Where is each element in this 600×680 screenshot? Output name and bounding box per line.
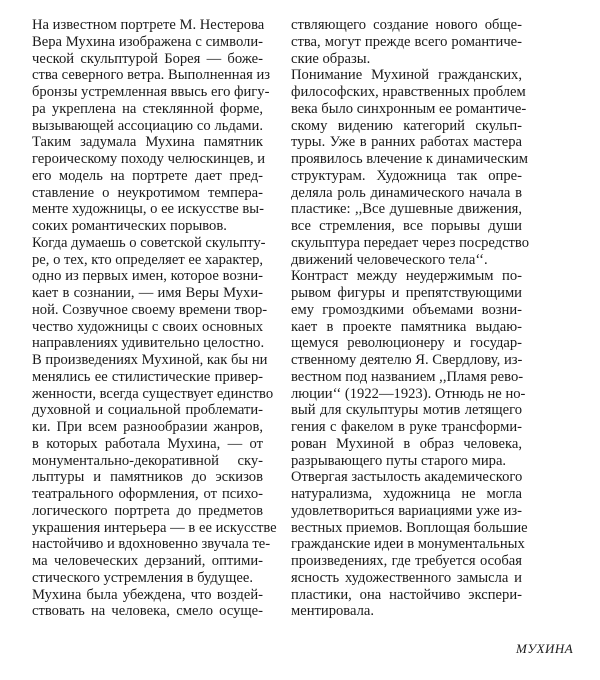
text-line: ства, могут прежде всего романтиче- (291, 33, 522, 50)
text-line: пластике: ,,Все душевные движения, (291, 201, 522, 218)
text-line: Мухина была убеждена, что воздей- (32, 586, 263, 603)
text-line: философских, нравственных проблем (291, 84, 526, 100)
text-line: героическому походу челюскинцев, и (32, 151, 266, 167)
text-line: ственному деятелю Я. Свердлову, из- (291, 352, 523, 368)
text-line: Контраст между неудержимым по- (291, 268, 522, 285)
text-line: ментировала. (291, 603, 375, 620)
text-line: украшения интерьера — в ее искусстве (32, 519, 277, 536)
text-line: все стремления, все порывы души (291, 218, 522, 234)
text-line: удовлетвориться вариациями уже из- (291, 502, 522, 519)
text-line: чество художницы с своих основных (32, 318, 263, 335)
text-line: духовной и социальной проблемати- (32, 402, 263, 419)
text-line: менялись ее стилистические привер- (32, 368, 263, 385)
text-line: вестных приемов. Воплощая большие (291, 519, 528, 536)
text-line: его модель на портрете дает пред- (32, 167, 263, 184)
text-line: менте художницы, о ее искусстве вы- (32, 201, 264, 218)
text-line: туры. Уже в ранних работах мастера (291, 134, 522, 151)
running-title: МУХИНА (516, 641, 574, 656)
text-line: в которых работала Мухина, — от (32, 435, 263, 452)
text-line: вызывающей ассоциацию со льдами. (32, 117, 263, 134)
text-line: рован Мухиной в образ человека, (291, 435, 522, 452)
text-line: монументально-декоративной ску- (32, 452, 263, 469)
text-line: ясность художественного замысла и (291, 569, 522, 586)
text-line: ре, о тех, кто определяет ее характер, (32, 251, 264, 268)
text-line: натурализма, художница не могла (291, 486, 522, 502)
text-line: движений человеческого тела‘‘. (291, 251, 488, 268)
text-line: пластики, она настойчиво экспери- (291, 586, 522, 603)
text-line: структурам. Художница так опре- (291, 167, 522, 184)
text-line: разрывающего путы старого мира. (291, 452, 507, 469)
text-line: ему громоздкими объемами возни- (291, 301, 522, 318)
text-line: Таким задумала Мухина памятник (32, 134, 263, 151)
text-line: века было синхронным ее романтиче- (291, 100, 527, 117)
text-line: вый для скульптуры мотив летящего (291, 402, 522, 419)
text-line: произведениях, где требуется особая (291, 553, 522, 569)
text-line: женности, всегда существует единство (32, 385, 274, 402)
text-line: Отвергая застылость академического (291, 469, 523, 486)
text-line: направлениях удивительно целостно. (32, 335, 265, 352)
text-line: Когда думаешь о советской скульпту- (32, 234, 266, 251)
text-line: вестном под названием ,,Пламя рево- (291, 368, 524, 385)
text-line: логического портрета до предметов (32, 502, 263, 519)
text-line: Вера Мухина изображена с символи- (32, 33, 263, 50)
text-line: настойчиво и вдохновенно звучала те- (32, 536, 271, 553)
text-line: рывом фигуры и препятствующими (291, 285, 522, 301)
text-line: Понимание Мухиной гражданских, (291, 67, 522, 84)
text-line: кает в сознании, — имя Веры Мухи- (32, 285, 263, 301)
text-line: одно из первых имен, которое возни- (32, 268, 263, 285)
text-line: щемуся революционеру и государ- (291, 335, 522, 352)
text-line: скому видению категорий скульп- (291, 117, 522, 134)
text-line: льптуры и памятников до эскизов (32, 469, 263, 486)
text-line: ра укреплена на стеклянной форме, (32, 100, 263, 117)
text-line: гения с факелом в руке трансформи- (291, 419, 522, 435)
text-line: ческой скульптурой Борея — боже- (32, 50, 263, 67)
text-line: скульптура передает через посредство (291, 234, 530, 251)
text-line: проявилось влечение к динамическим (291, 151, 529, 167)
text-line: люции‘‘ (1922—1923). Отнюдь не но- (291, 385, 526, 402)
text-line: деляла роль динамического начала в (291, 184, 522, 201)
left-text-column (32, 17, 277, 620)
text-line: На известном портрете М. Нестерова (32, 17, 265, 33)
text-line: соких романтических порывов. (32, 218, 227, 234)
text-line: В произведениях Мухиной, как бы ни (32, 352, 268, 368)
text-line: театрального оформления, от психо- (32, 486, 263, 502)
text-line: ной. Созвучное своему времени твор- (32, 301, 268, 318)
text-line: ки. При всем разнообразии жанров, (32, 419, 263, 435)
right-text-column (291, 17, 530, 620)
text-line: ства северного ветра. Выполненная из (32, 67, 271, 84)
text-line: стического устремления в будущее. (32, 569, 253, 586)
text-line: кает в проекте памятника выдаю- (291, 318, 522, 335)
text-line: ставление о неукротимом темпера- (32, 184, 263, 201)
text-line: бронзы устремленная ввысь его фигу- (32, 84, 270, 100)
text-line: гражданские идеи в монументальных (291, 536, 525, 553)
text-line: ские образы. (291, 50, 371, 67)
text-line: ствовать на человека, смело осуще- (32, 603, 263, 620)
text-line: ма человеческих дерзаний, оптими- (32, 553, 263, 569)
text-line: ствляющего создание нового обще- (291, 17, 522, 33)
